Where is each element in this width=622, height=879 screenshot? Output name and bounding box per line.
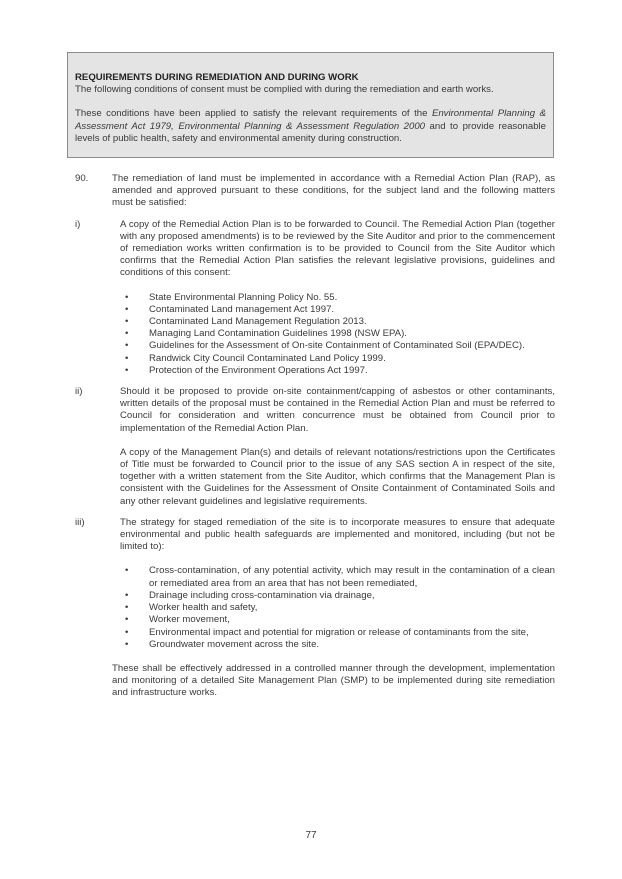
bullet-icon: • <box>125 340 129 352</box>
sub-item-text: The strategy for staged remediation of the site is to incorporate measures to ensure that adequate environmental and public health safeguards are implemented and monitored, including (but not be limited to): <box>120 516 555 553</box>
condition-text: The remediation of land must be implemented in accordance with a Remedial Action Plan (RAP), as amended and approved pursuant to these conditions, for the subject land and the following matters must be satisfied: <box>112 173 555 209</box>
bullet-icon: • <box>125 602 129 614</box>
section-heading: REQUIREMENTS DURING REMEDIATION AND DURING WORK <box>75 72 359 83</box>
list-item: • Cross-contamination, of any potential activity, which may result in the contamination of a clean or remediated area from an area that has not been remediated, <box>125 565 555 589</box>
list-item: • Groundwater movement across the site. <box>125 638 320 650</box>
act-1979-ref: Environmental Planning & Assessment Act 1979 <box>75 108 546 132</box>
bullet-icon: • <box>125 291 129 303</box>
bullet-icon: • <box>125 614 129 626</box>
closing-paragraph: These shall be effectively addressed in a controlled manner through the development, implementation and monitoring of a detailed Site Management Plan (SMP) to be implemented during site remediation and infrastructure works. <box>112 662 555 699</box>
list-item: • State Environmental Planning Policy No. 55. <box>125 291 338 303</box>
condition-number: 90. <box>75 173 89 184</box>
bullet-icon: • <box>125 328 129 340</box>
sub-item-iii <box>75 516 555 651</box>
list-item: • Environmental impact and potential for migration or release of contaminants from the site, <box>125 626 529 638</box>
regulation-2000-ref: Environmental Planning & Assessment Regulation 2000 <box>178 120 426 132</box>
section-intro: The following conditions of consent must be complied with during the remediation and earth works. <box>75 84 494 96</box>
sub-item-text-2: A copy of the Management Plan(s) and details of relevant notations/restrictions upon the Certificates of Title must be forwarded to Council prior to the issue of any SAS section A in respect of the site, together with a written statement from the Site Auditor, which confirms that the Management Plan is consistent with the Guidelines for the Assessment of Onsite Containment of Contaminated Soils and any other relevant guidelines and legislative requirements. <box>120 446 555 507</box>
list-item: • Drainage including cross-contamination via drainage, <box>125 589 375 601</box>
list-item: • Protection of the Environment Operations Act 1997. <box>125 364 368 376</box>
bullet-icon: • <box>125 638 129 650</box>
list-item: • Worker movement, <box>125 614 230 626</box>
safeguards-list <box>120 565 555 650</box>
bullet-icon: • <box>125 352 129 364</box>
sub-item-label: i) <box>75 218 81 230</box>
bullet-icon: • <box>125 303 129 315</box>
bullet-icon: • <box>125 626 129 638</box>
list-item: • Managing Land Contamination Guidelines 1998 (NSW EPA). <box>125 328 407 340</box>
sub-item-label: ii) <box>75 386 83 398</box>
list-item: • Worker health and safety, <box>125 602 258 614</box>
sub-item-ii <box>75 386 555 508</box>
bullet-icon: • <box>125 589 129 601</box>
requirements-box <box>67 52 554 158</box>
sub-item-text: Should it be proposed to provide on-site containment/capping of asbestos or other contaminants, written details of the proposal must be contained in the Remedial Action Plan and must be referred to Council for consideration and written concurrence must be obtained from Council prior to implementation of the Remedial Action Plan. <box>120 386 555 434</box>
condition-90 <box>75 173 555 700</box>
sub-item-label: iii) <box>75 516 85 528</box>
list-item: • Randwick City Council Contaminated Land Policy 1999. <box>125 352 386 364</box>
bullet-icon: • <box>125 364 129 376</box>
page-number: 77 <box>305 830 317 841</box>
bullet-icon: • <box>125 316 129 328</box>
list-item: • Guidelines for the Assessment of On-site Containment of Contaminated Soil (EPA/DEC). <box>125 340 525 352</box>
sub-item-text: A copy of the Remedial Action Plan is to be forwarded to Council. The Remedial Action Plan (together with any proposed amendments) is to be reviewed by the Site Auditor and prior to the commencement of remediation works written confirmation is to be provided to Council from the Site Auditor which confirms that the Remedial Action Plan satisfies the relevant legislative provisions, guidelines and conditions of this consent: <box>120 218 555 279</box>
sub-item-i <box>75 218 555 377</box>
list-item: • Contaminated Land management Act 1997. <box>125 303 335 315</box>
legislation-list <box>120 292 555 377</box>
bullet-icon: • <box>125 565 129 577</box>
legislation-statement: These conditions have been applied to satisfy the relevant requirements of the Environmental Planning & Assessment Act 1979, Environmental Planning & Assessment Regulation 2000 and to provide reasonable levels of public health, safety and environmental amenity during construction. <box>75 108 547 144</box>
list-item: • Contaminated Land Management Regulation 2013. <box>125 316 367 328</box>
